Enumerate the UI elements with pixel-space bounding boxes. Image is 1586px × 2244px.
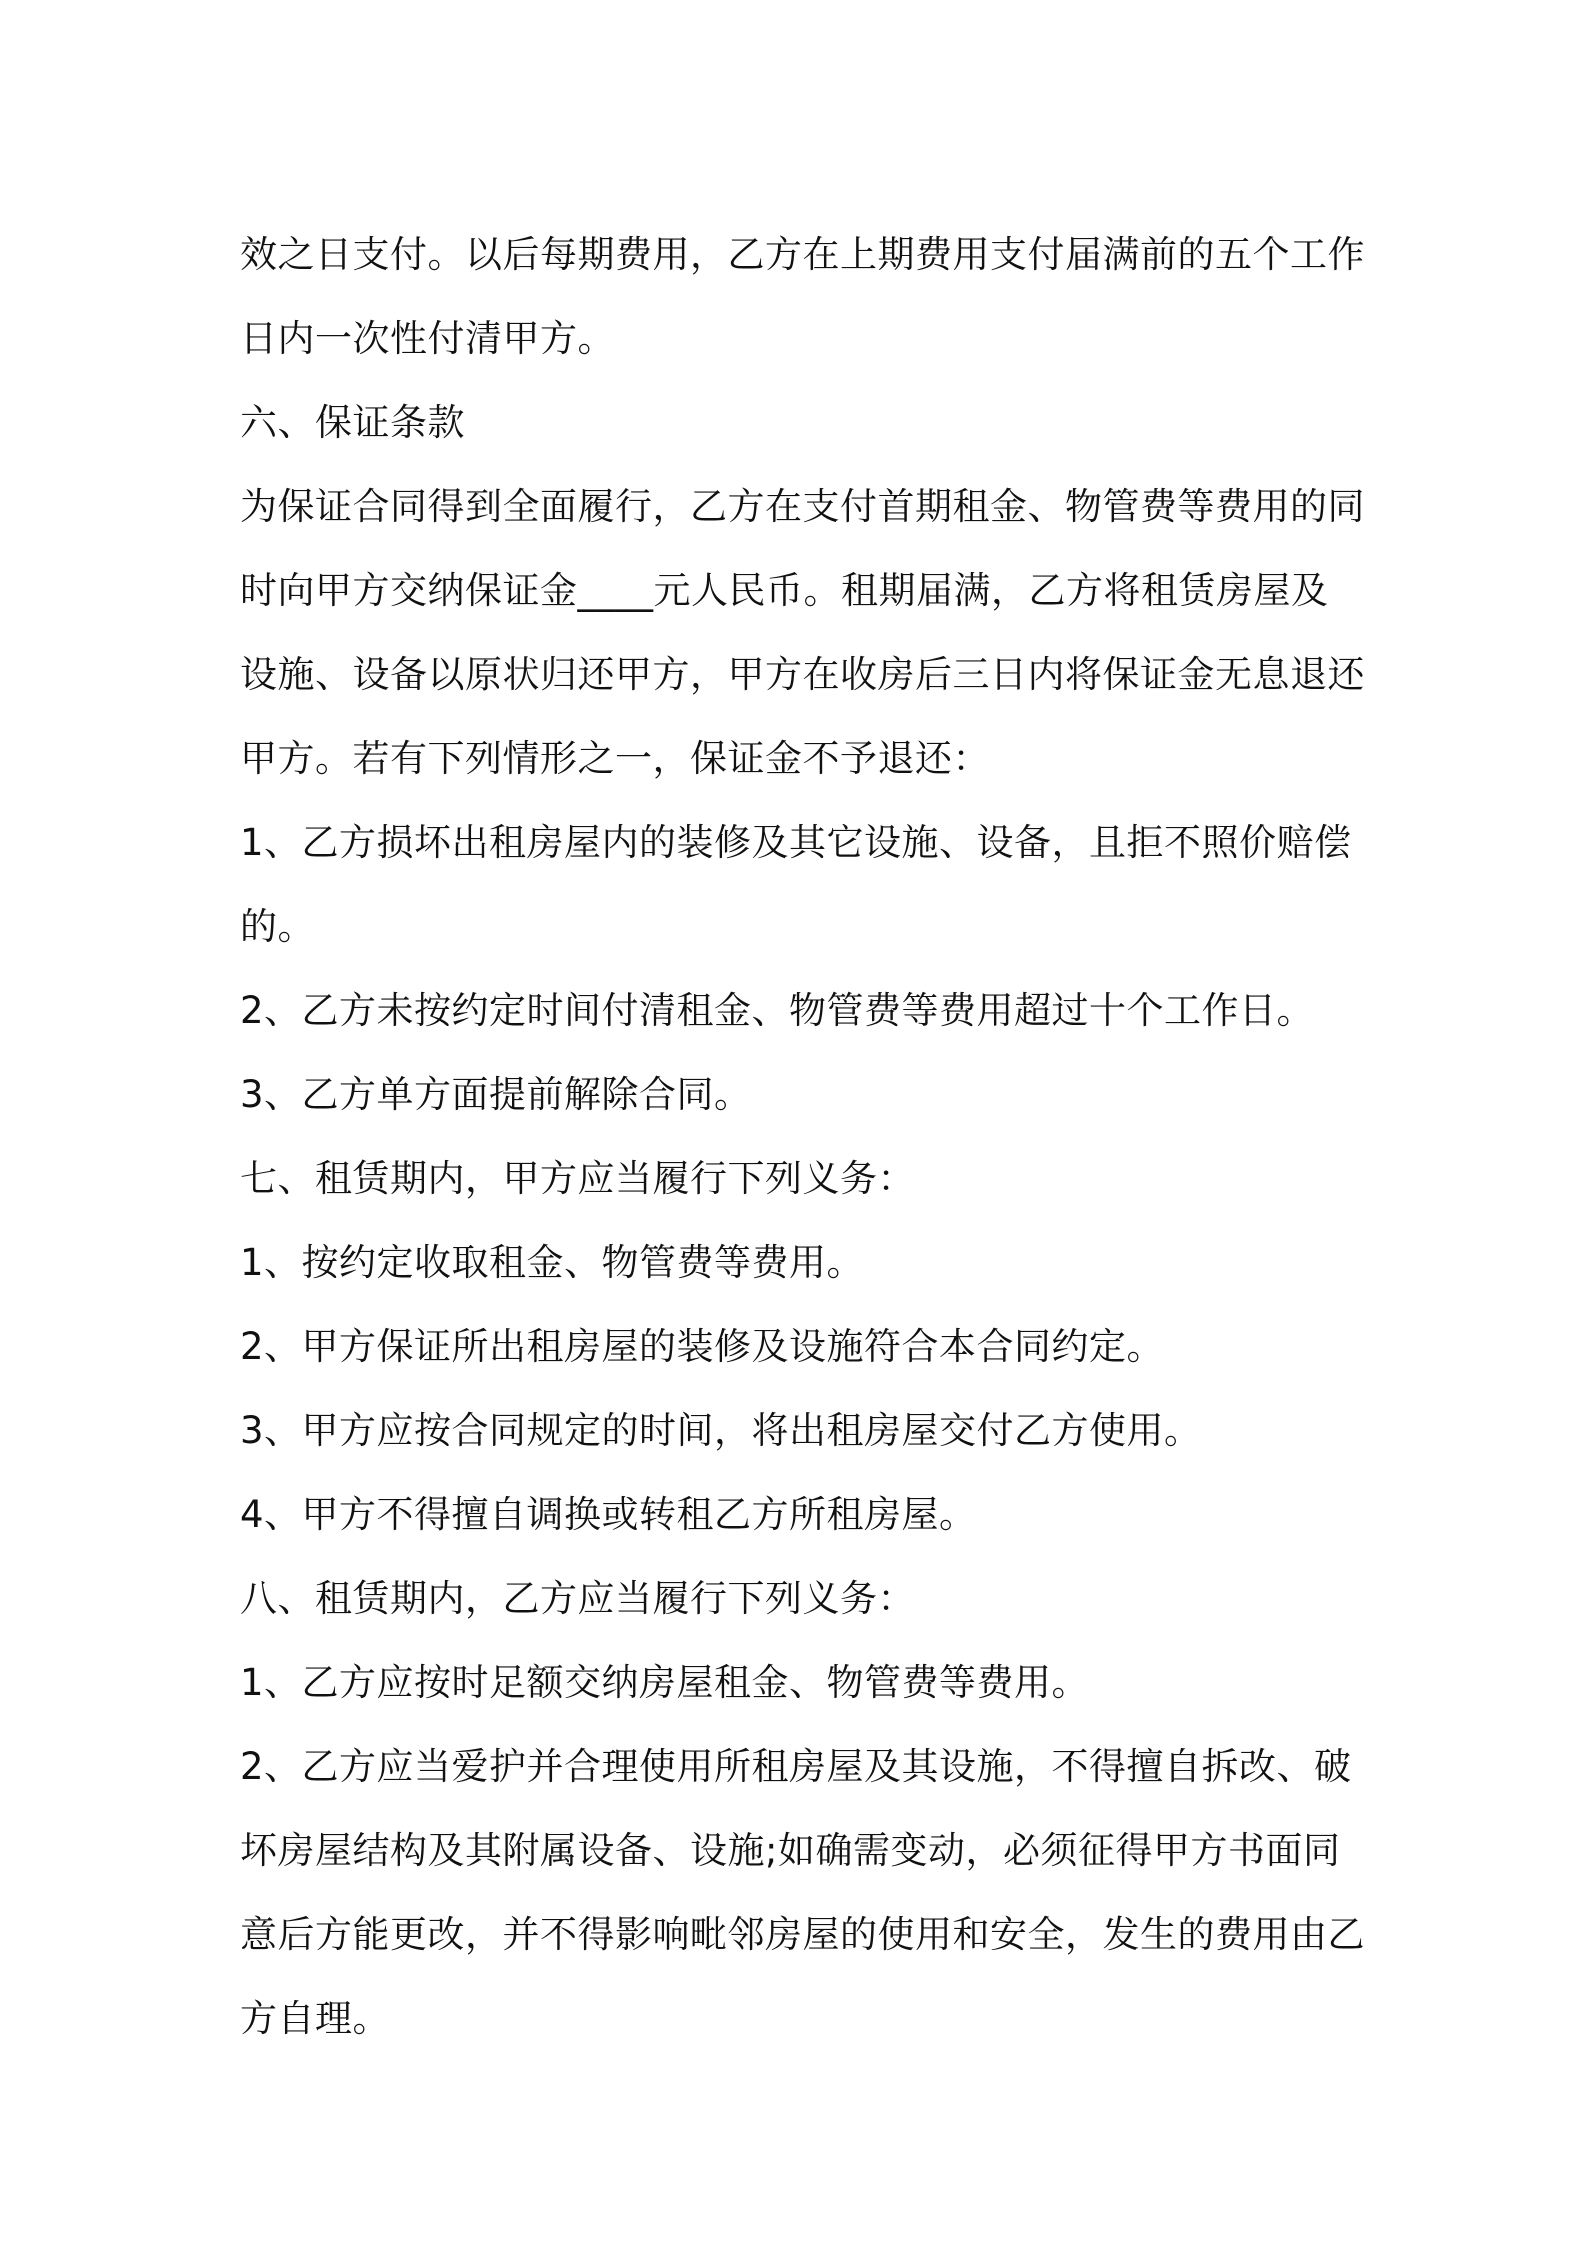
- list-item: 4、甲方不得擅自调换或转租乙方所租房屋。: [240, 1493, 977, 1536]
- paragraph-line: 设施、设备以原状归还甲方，甲方在收房后三日内将保证金无息退还: [240, 653, 1365, 696]
- list-item: 2、乙方应当爱护并合理使用所租房屋及其设施，不得擅自拆改、破: [240, 1745, 1352, 1788]
- list-item: 2、甲方保证所出租房屋的装修及设施符合本合同约定。: [240, 1325, 1165, 1368]
- list-item: 1、按约定收取租金、物管费等费用。: [240, 1241, 865, 1284]
- paragraph-line: 甲方。若有下列情形之一，保证金不予退还：: [240, 737, 990, 780]
- section-heading: 八、租赁期内，乙方应当履行下列义务：: [240, 1577, 915, 1620]
- list-item: 3、乙方单方面提前解除合同。: [240, 1073, 752, 1116]
- list-item-continuation: 意后方能更改，并不得影响毗邻房屋的使用和安全，发生的费用由乙: [240, 1913, 1365, 1956]
- list-item: 2、乙方未按约定时间付清租金、物管费等费用超过十个工作日。: [240, 989, 1315, 1032]
- list-item-continuation: 方自理。: [240, 1997, 390, 2040]
- section-heading: 六、保证条款: [240, 401, 465, 444]
- list-item-continuation: 坏房屋结构及其附属设备、设施;如确需变动，必须征得甲方书面同: [240, 1829, 1341, 1872]
- list-item: 1、乙方损坏出租房屋内的装修及其它设施、设备，且拒不照价赔偿: [240, 821, 1352, 864]
- paragraph-line: 为保证合同得到全面履行，乙方在支付首期租金、物管费等费用的同: [240, 485, 1365, 528]
- paragraph-line: 效之日支付。以后每期费用，乙方在上期费用支付届满前的五个工作: [240, 233, 1365, 276]
- list-item: 3、甲方应按合同规定的时间，将出租房屋交付乙方使用。: [240, 1409, 1202, 1452]
- list-item: 1、乙方应按时足额交纳房屋租金、物管费等费用。: [240, 1661, 1090, 1704]
- section-heading: 七、租赁期内，甲方应当履行下列义务：: [240, 1157, 915, 1200]
- paragraph-line: 时向甲方交纳保证金____元人民币。租期届满，乙方将租赁房屋及: [240, 569, 1329, 612]
- document-body: [240, 196, 1370, 2081]
- paragraph-line: 日内一次性付清甲方。: [240, 317, 615, 360]
- list-item-continuation: 的。: [240, 905, 315, 948]
